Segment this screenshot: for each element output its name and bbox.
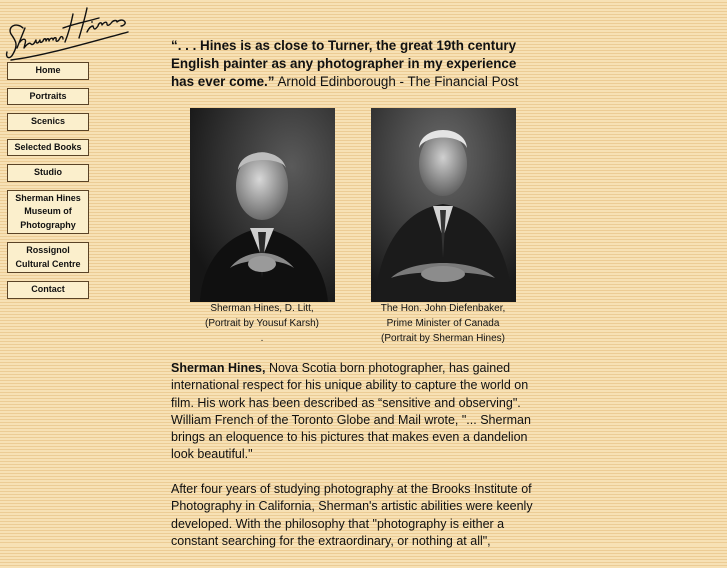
nav-contact-button[interactable] — [7, 281, 89, 299]
caption-line: Sherman Hines, D. Litt, — [210, 303, 314, 314]
nav-label: Photography — [20, 219, 76, 230]
nav-portraits-button[interactable] — [7, 88, 89, 106]
biography — [171, 360, 543, 568]
nav-label: Home — [35, 65, 61, 75]
nav-studio-button[interactable] — [7, 164, 89, 182]
nav-label: Portraits — [29, 90, 67, 101]
caption-line: Prime Minister of Canada — [386, 318, 500, 329]
signature-graphic — [3, 2, 131, 66]
nav-home-button[interactable] — [7, 62, 89, 80]
nav-label: Sherman Hines — [15, 192, 81, 203]
nav-label: Scenics — [30, 116, 66, 126]
nav-label: Rossignol — [26, 245, 70, 255]
nav-label: Contact — [31, 284, 65, 294]
quote-text: “. . . Hines is as close to Turner, the great 19th century English painter as any photographer in my experience has ever come.” — [171, 38, 517, 89]
portrait-graphic — [371, 108, 516, 302]
caption-line: (Portrait by Yousuf Karsh) — [205, 318, 319, 329]
nav-label: Cultural Centre — [15, 258, 81, 269]
caption-line: (Portrait by Sherman Hines) — [381, 333, 505, 344]
featured-quote — [171, 37, 543, 91]
nav-rossignol-button[interactable] — [7, 242, 89, 273]
bio-name: Sherman Hines, — [171, 361, 266, 375]
nav-museum-button[interactable] — [7, 190, 89, 235]
sherman-hines-signature-logo[interactable] — [3, 2, 131, 66]
main-navigation — [7, 62, 89, 307]
quote-attribution: Arnold Edinborough - The Financial Post — [274, 74, 519, 89]
bio-paragraph-1-text: Nova Scotia born photographer, has gained international respect for his unique ability to capture the world on film. His work has been described as “sensitive and observing". William French of the Toronto Globe and Mail wrote, "... Sherman brings an eloquence to his pictures that makes even a dandelion look beautiful." — [171, 361, 531, 462]
nav-scenics-button[interactable] — [7, 113, 89, 131]
nav-selected-books-button[interactable] — [7, 139, 89, 157]
nav-label: Studio — [34, 167, 62, 177]
portrait-caption-hines — [172, 301, 352, 346]
nav-label: Selected Books — [14, 141, 82, 152]
portrait-john-diefenbaker — [371, 108, 516, 302]
caption-line: The Hon. John Diefenbaker, — [380, 303, 506, 314]
caption-line: . — [260, 333, 264, 344]
nav-label: Museum of — [24, 206, 72, 216]
portrait-sherman-hines — [190, 108, 335, 302]
portrait-caption-diefenbaker — [353, 301, 533, 346]
portrait-graphic — [190, 108, 335, 302]
bio-paragraph-1 — [171, 360, 543, 464]
bio-paragraph-2: After four years of studying photography at the Brooks Institute of Photography in California, Sherman's artistic abilities were keenly developed. With the philosophy that "photography is either a constant searching for the extraordinary, or nothing at all", — [171, 482, 533, 548]
